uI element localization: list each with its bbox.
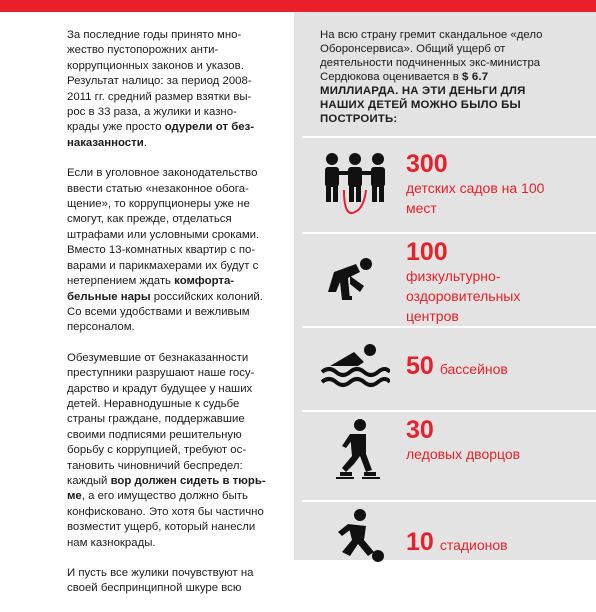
- stat-label: детских садов на 100 мест: [406, 180, 545, 216]
- fitness-icon: [320, 242, 390, 312]
- left-column: [67, 28, 267, 612]
- infographic-intro: На всю страну гремит скандальное «дело Оборонсервиса». Общий ущерб от деятельности подчиненных экс-министра Сердюкова оценивается в $ 6.7 МИЛЛИАРДА. НА ЭТИ ДЕНЬГИ ДЛЯ НАШИХ ДЕТЕЙ МОЖНО БЫЛО БЫ ПОСТРОИТЬ:: [320, 29, 543, 125]
- divider: [302, 410, 596, 412]
- stat-value: 10: [406, 528, 434, 556]
- divider: [302, 136, 596, 138]
- emphasis-3: вор должен сидеть в тюрь-ме: [67, 474, 266, 503]
- stat-value: 300: [406, 150, 448, 178]
- stat-label: физкультурно-оздоровительных центров: [406, 268, 521, 324]
- divider: [302, 326, 596, 328]
- stat-value: 50: [406, 352, 434, 380]
- intro-highlight: $ 6.7 МИЛЛИАРДА. НА ЭТИ ДЕНЬГИ ДЛЯ НАШИХ ДЕТЕЙ МОЖНО БЫЛО БЫ ПОСТРОИТЬ:: [320, 71, 526, 125]
- stat-value: 30: [406, 416, 434, 444]
- kindergarten-icon: [320, 150, 390, 220]
- stat-label: стадионов: [439, 537, 508, 553]
- stadium-icon: [320, 506, 390, 576]
- stat-label: бассейнов: [439, 361, 508, 377]
- pool-icon: [320, 336, 390, 406]
- stat-value: 100: [406, 238, 448, 266]
- divider: [302, 232, 596, 234]
- paragraph-3: Обезумевшие от безнаказанности преступники разрушают наше госу-дарство и крадут будущее у наших детей. Неравнодушные к судьбе страны граждане, поддержавшие своими подписями решительную борьбу с коррупцией, требуют ос-тановить чиновничий беспредел: каждый вор должен сидеть в тюрь-ме, а его имущество должно быть конфисковано. Это хотя бы частично возместит ущерб, который нанесли нам казнокрады.: [67, 351, 266, 549]
- stat-label: ледовых дворцов: [406, 446, 521, 462]
- stat-inline: [406, 352, 508, 380]
- paragraph-2: Если в уголовное законодательство ввести статью «незаконное обога-щение», то коррупционеры уже не смогут, как прежде, отделаться штрафами или условными сроками. Вместо 13-комнатных квартир с по-варами и парикмахерами их будут с нетерпением ждать комфорта-бельные нары российских колоний. Со всеми удобствами и вежливым персоналом.: [67, 167, 263, 334]
- divider: [302, 500, 596, 502]
- stat-inline: [406, 528, 508, 556]
- emphasis-1: одурели от без-наказанности: [67, 121, 255, 149]
- ice-skating-icon: [320, 416, 390, 486]
- emphasis-2: комфорта-бельные нары: [67, 275, 235, 303]
- paragraph-4: И пусть все жулики почувствуют на своей беспринципной шкуре всю: [67, 567, 254, 595]
- top-red-bar: [0, 0, 596, 12]
- paragraph-1: За последние годы принято мно-жество пустопорожних анти-коррупционных законов и указов. Результат налицо: за период 2008-2011 гг. средний размер взятки вы-рос в 33 раза, а жулики и казно-крады уже просто одурели от без-наказанности.: [67, 29, 255, 149]
